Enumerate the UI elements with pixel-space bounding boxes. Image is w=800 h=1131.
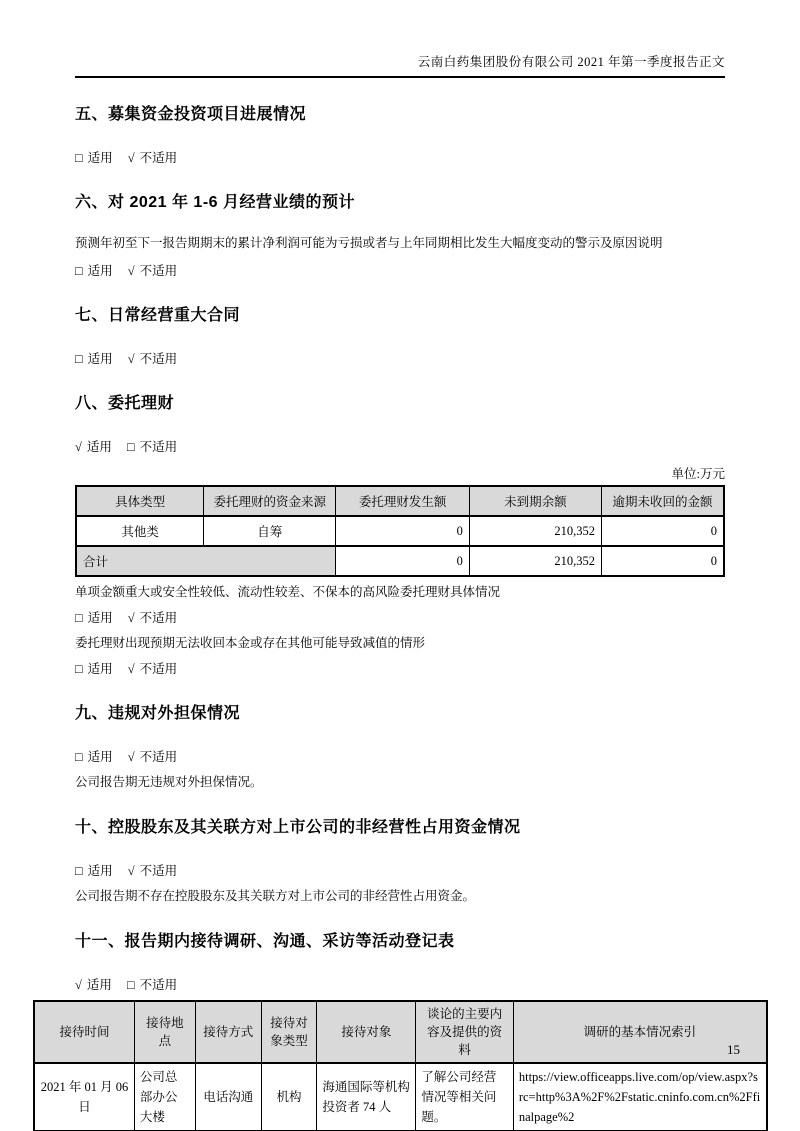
section-6-title: 六、对 2021 年 1-6 月经营业绩的预计 — [75, 194, 356, 211]
section-10-title: 十、控股股东及其关联方对上市公司的非经营性占用资金情况 — [75, 819, 521, 836]
not-applicable-label: 不适用 — [139, 264, 178, 278]
not-applicable-label: 不适用 — [139, 978, 178, 992]
cell-reception-date: 2021 年 01 月 06 日 — [34, 1063, 134, 1131]
section-8-applicability-2 — [75, 659, 725, 677]
check-mark-icon: √ — [127, 864, 135, 878]
checkbox-unchecked-icon: □ — [127, 978, 135, 992]
section-9-applicability — [75, 747, 725, 765]
cell-survey-index-url: https://view.officeapps.live.com/op/view.aspx?src=http%3A%2F%2Fstatic.cninfo.com.cn%2Ffinalpage%2 — [513, 1063, 767, 1131]
section-9-note: 公司报告期无违规对外担保情况。 — [75, 775, 263, 789]
total-outstanding-balance: 210,352 — [469, 546, 601, 576]
column-header: 接待地点 — [134, 1001, 195, 1063]
applicable-label: 适用 — [87, 864, 113, 878]
cell-fund-source: 自筹 — [204, 516, 336, 546]
column-header: 接待时间 — [34, 1001, 134, 1063]
column-header: 逾期未收回的金额 — [602, 486, 725, 516]
applicable-label: 适用 — [86, 440, 112, 454]
column-header: 谈论的主要内容及提供的资料 — [416, 1001, 513, 1063]
not-applicable-label: 不适用 — [139, 352, 178, 366]
table-total-row — [76, 546, 724, 576]
check-mark-icon: √ — [75, 978, 82, 992]
cell-reception-method: 电话沟通 — [195, 1063, 261, 1131]
cell-outstanding-balance: 210,352 — [469, 516, 601, 546]
not-applicable-label: 不适用 — [139, 440, 178, 454]
entrusted-wealth-management-table — [75, 485, 725, 577]
column-header: 接待对象类型 — [261, 1001, 317, 1063]
section-5-applicability — [75, 148, 725, 166]
check-mark-icon: √ — [127, 264, 135, 278]
section-6-note: 预测年初至下一报告期期末的累计净利润可能为亏损或者与上年同期相比发生大幅度变动的警示及原因说明 — [75, 236, 663, 250]
checkbox-unchecked-icon: □ — [75, 352, 83, 366]
not-applicable-label: 不适用 — [139, 864, 178, 878]
cell-reception-place: 公司总部办公大楼 — [134, 1063, 195, 1131]
check-mark-icon: √ — [75, 440, 82, 454]
cell-visitor: 海通国际等机构投资者 74 人 — [317, 1063, 416, 1131]
applicable-label: 适用 — [87, 264, 113, 278]
page-header-title: 云南白药集团股份有限公司 2021 年第一季度报告正文 — [75, 52, 725, 78]
column-header: 接待对象 — [317, 1001, 416, 1063]
cell-amount-occurred: 0 — [336, 516, 469, 546]
not-applicable-label: 不适用 — [139, 151, 178, 165]
unit-label: 单位:万元 — [671, 467, 725, 481]
applicable-label: 适用 — [87, 151, 113, 165]
check-mark-icon: √ — [127, 151, 135, 165]
applicable-label: 适用 — [86, 978, 112, 992]
section-7-applicability — [75, 349, 725, 367]
section-9-title: 九、违规对外担保情况 — [75, 705, 241, 722]
column-header: 具体类型 — [76, 486, 204, 516]
not-applicable-label: 不适用 — [139, 611, 178, 625]
column-header: 委托理财发生额 — [336, 486, 469, 516]
applicable-label: 适用 — [87, 662, 113, 676]
table-row — [76, 516, 724, 546]
section-11-title: 十一、报告期内接待调研、沟通、采访等活动登记表 — [75, 933, 455, 950]
check-mark-icon: √ — [127, 750, 135, 764]
checkbox-unchecked-icon: □ — [75, 151, 83, 165]
applicable-label: 适用 — [87, 750, 113, 764]
checkbox-unchecked-icon: □ — [75, 662, 83, 676]
cell-overdue-amount: 0 — [602, 516, 725, 546]
column-header: 调研的基本情况索引 — [513, 1001, 767, 1063]
section-6-applicability — [75, 261, 725, 279]
checkbox-unchecked-icon: □ — [75, 864, 83, 878]
applicable-label: 适用 — [87, 352, 113, 366]
checkbox-unchecked-icon: □ — [127, 440, 135, 454]
section-8-title: 八、委托理财 — [75, 395, 175, 412]
checkbox-unchecked-icon: □ — [75, 750, 83, 764]
checkbox-unchecked-icon: □ — [75, 611, 83, 625]
column-header: 接待方式 — [195, 1001, 261, 1063]
section-8-applicability-1 — [75, 608, 725, 626]
total-amount-occurred: 0 — [336, 546, 469, 576]
section-7-title: 七、日常经营重大合同 — [75, 307, 241, 324]
section-10-applicability — [75, 861, 725, 879]
column-header: 委托理财的资金来源 — [204, 486, 336, 516]
section-8-note-1: 单项金额重大或安全性较低、流动性较差、不保本的高风险委托理财具体情况 — [75, 585, 501, 599]
section-5-title: 五、募集资金投资项目进展情况 — [75, 106, 307, 123]
investor-reception-table — [33, 1000, 768, 1131]
check-mark-icon: √ — [127, 662, 135, 676]
table-row — [34, 1063, 767, 1131]
not-applicable-label: 不适用 — [139, 750, 178, 764]
page-number: 15 — [727, 1042, 740, 1057]
table-header-row — [34, 1001, 767, 1063]
total-label: 合计 — [76, 546, 336, 576]
section-8-applicability — [75, 437, 725, 455]
total-overdue-amount: 0 — [602, 546, 725, 576]
cell-visitor-type: 机构 — [261, 1063, 317, 1131]
not-applicable-label: 不适用 — [139, 662, 178, 676]
check-mark-icon: √ — [127, 611, 135, 625]
check-mark-icon: √ — [127, 352, 135, 366]
checkbox-unchecked-icon: □ — [75, 264, 83, 278]
section-10-note: 公司报告期不存在控股股东及其关联方对上市公司的非经营性占用资金。 — [75, 889, 476, 903]
table-header-row — [76, 486, 724, 516]
cell-type: 其他类 — [76, 516, 204, 546]
section-11-applicability — [75, 975, 725, 993]
column-header: 未到期余额 — [469, 486, 601, 516]
section-8-note-2: 委托理财出现预期无法收回本金或存在其他可能导致减值的情形 — [75, 636, 426, 650]
applicable-label: 适用 — [87, 611, 113, 625]
cell-discussion-content: 了解公司经营情况等相关问题。 — [416, 1063, 513, 1131]
